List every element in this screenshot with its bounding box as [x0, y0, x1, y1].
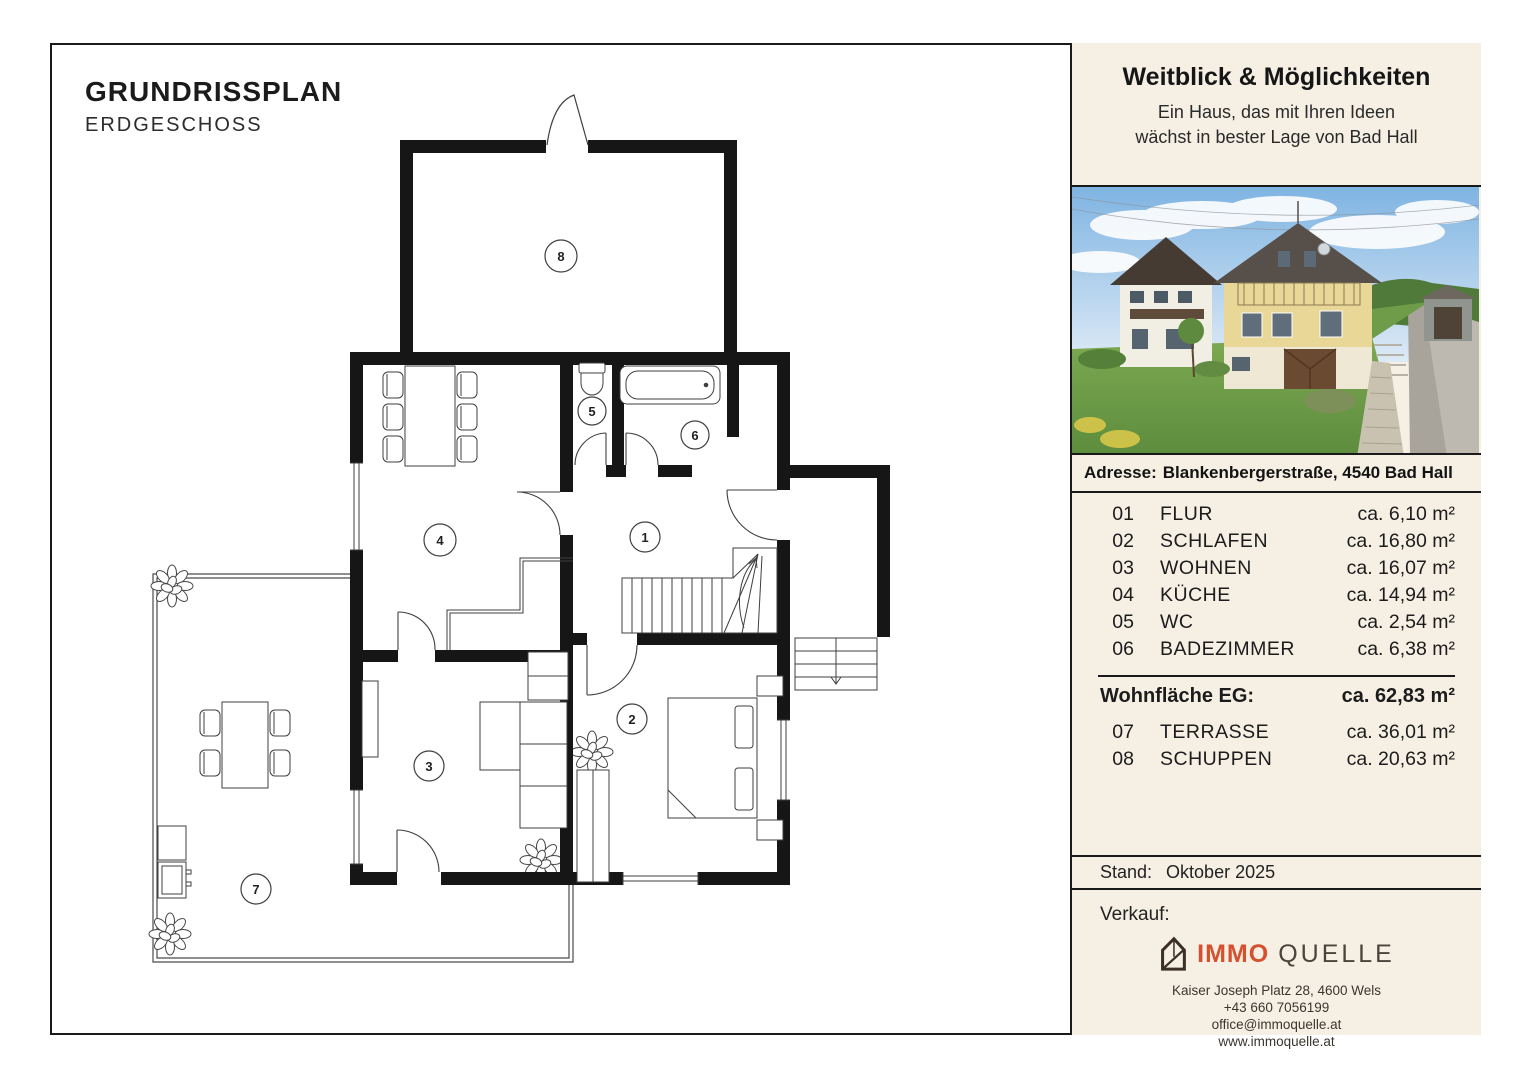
stairs-exterior [795, 638, 877, 690]
total-row [1072, 685, 1481, 715]
table-row [1072, 721, 1481, 748]
room-area: ca. 36,01 m² [1346, 721, 1455, 743]
sideboard [528, 652, 568, 700]
room-label-2: 2 [628, 712, 636, 727]
property-photo-art [1072, 187, 1479, 455]
table-row [1072, 638, 1481, 665]
stairs-interior [622, 548, 777, 633]
address-value: Blankenbergerstraße, 4540 Bad Hall [1162, 463, 1453, 482]
room-area: ca. 14,94 m² [1346, 584, 1455, 606]
room-name: FLUR [1160, 503, 1213, 525]
table-divider [1098, 675, 1455, 677]
panel-header [1072, 43, 1481, 150]
stand-value: Oktober 2025 [1166, 862, 1276, 882]
broker-contact [1072, 982, 1481, 1050]
page-title: GRUNDRISSPLAN [85, 76, 343, 107]
plant [149, 913, 191, 955]
room-num: 06 [1112, 638, 1134, 660]
terrace-table [222, 702, 268, 788]
contact-address: Kaiser Joseph Platz 28, 4600 Wels [1171, 983, 1382, 998]
room-area: ca. 16,07 m² [1346, 557, 1455, 579]
room-name: BADEZIMMER [1160, 638, 1296, 660]
room-name: SCHLAFEN [1160, 530, 1269, 552]
subline-1: Ein Haus, das mit Ihren Ideen [1157, 102, 1396, 122]
house-logo-icon [1158, 936, 1188, 972]
room-num: 01 [1112, 503, 1134, 525]
room-area: ca. 20,63 m² [1346, 748, 1455, 770]
stand-row [1072, 855, 1481, 890]
room-label-5: 5 [588, 404, 596, 419]
room-area: ca. 2,54 m² [1357, 611, 1455, 633]
room-area: ca. 6,38 m² [1357, 638, 1455, 660]
logo-text-quelle: QUELLE [1278, 939, 1395, 968]
info-panel [1070, 43, 1481, 1049]
broker-section [1072, 890, 1481, 1049]
page-subtitle: ERDGESCHOSS [85, 114, 263, 136]
room-name: WOHNEN [1160, 557, 1252, 579]
toilet [579, 363, 605, 395]
room-label-3: 3 [425, 759, 433, 774]
total-value: ca. 62,83 m² [1341, 685, 1455, 707]
table-row [1072, 584, 1481, 611]
sofa [480, 702, 567, 828]
room-name: TERRASSE [1160, 721, 1270, 743]
room-name: KÜCHE [1160, 584, 1231, 606]
broker-logo [1072, 936, 1481, 972]
contact-website: www.immoquelle.at [1218, 1034, 1335, 1049]
terrace-grill [158, 826, 191, 898]
bed [668, 676, 783, 840]
cabinet [362, 681, 378, 757]
room-label-4: 4 [436, 533, 444, 548]
kitchen-counter [447, 558, 573, 650]
room-label-8: 8 [557, 249, 565, 264]
address-label: Adresse: [1084, 463, 1157, 482]
contact-phone: +43 660 7056199 [1223, 1000, 1330, 1015]
room-label-1: 1 [641, 530, 649, 545]
table-row [1072, 503, 1481, 530]
room-label-7: 7 [252, 882, 260, 897]
headline: Weitblick & Möglichkeiten [1122, 63, 1431, 91]
room-num: 04 [1112, 584, 1134, 606]
table-row [1072, 530, 1481, 557]
plant [571, 731, 613, 773]
room-area: ca. 16,80 m² [1346, 530, 1455, 552]
address-bar [1072, 455, 1481, 493]
stand-label: Stand: [1100, 862, 1153, 882]
room-name: SCHUPPEN [1160, 748, 1273, 770]
table-row [1072, 611, 1481, 638]
verkauf-label: Verkauf: [1100, 904, 1170, 925]
room-num: 08 [1112, 748, 1134, 770]
table-row [1072, 748, 1481, 775]
logo-text-immo: IMMO [1197, 939, 1270, 968]
table-row [1072, 557, 1481, 584]
subline-2: wächst in bester Lage von Bad Hall [1135, 127, 1418, 147]
room-num: 05 [1112, 611, 1134, 633]
kitchen-table [405, 366, 455, 466]
room-table [1072, 503, 1481, 775]
plan-title-block [85, 76, 342, 137]
room-area: ca. 6,10 m² [1357, 503, 1455, 525]
bathtub [620, 366, 720, 404]
room-num: 02 [1112, 530, 1134, 552]
room-label-6: 6 [691, 428, 699, 443]
wardrobe [577, 770, 609, 882]
total-label: Wohnfläche EG: [1100, 685, 1255, 707]
contact-email: office@immoquelle.at [1211, 1017, 1342, 1032]
schuppen-door [547, 95, 588, 145]
plant [151, 565, 193, 607]
room-num: 03 [1112, 557, 1134, 579]
room-name: WC [1160, 611, 1194, 633]
room-num: 07 [1112, 721, 1134, 743]
property-photo [1072, 185, 1481, 455]
room-labels [241, 240, 709, 904]
